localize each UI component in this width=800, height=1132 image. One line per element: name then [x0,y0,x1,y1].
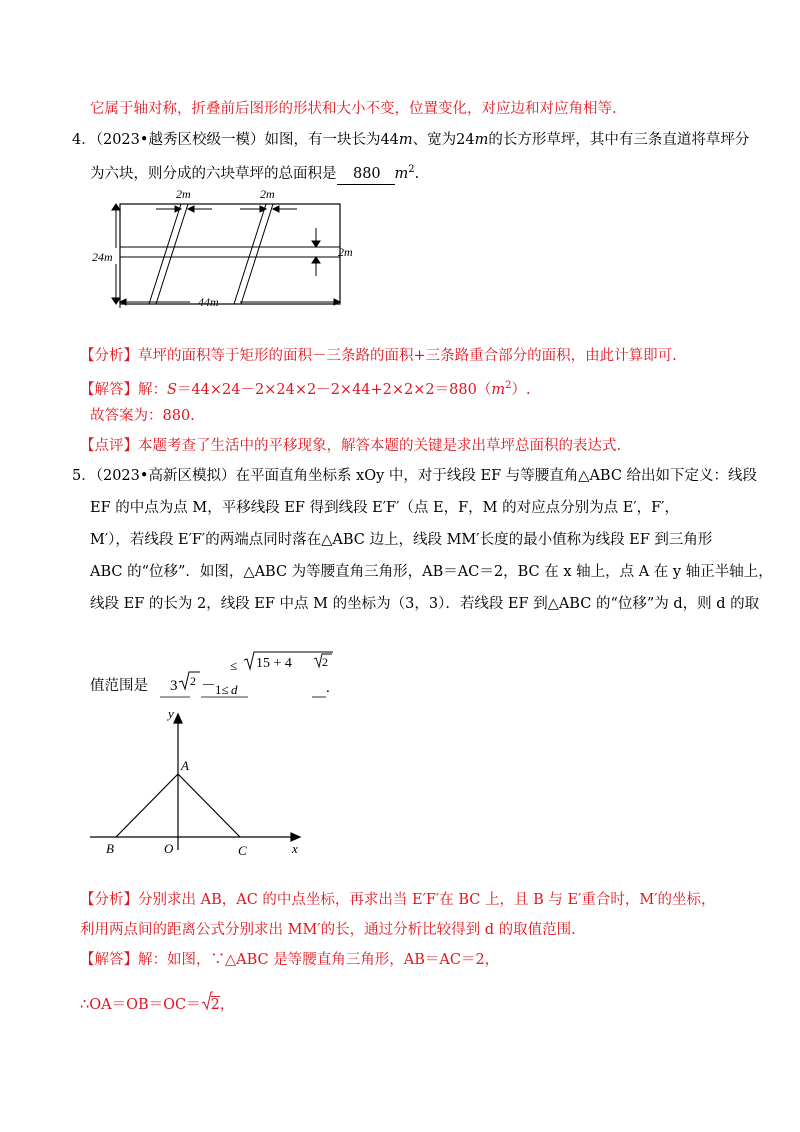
q4-number: 4． [72,132,96,148]
origin-label: O [164,841,174,856]
q5-answer-d: d [231,682,238,697]
q4-solution-text: ＝44×24－2×24×2－2×44+2×2×2＝880（ [176,382,492,398]
q4-analysis-text: 草坪的面积等于矩形的面积－三条路的面积+三条路重合部分的面积，由此计算即可. [138,348,677,364]
q5-answer-coef: 3 [170,678,178,694]
q4-final-answer: 故答案为：880. [90,408,195,424]
q4-unit: m [394,166,409,182]
q4-unit: m [398,132,413,148]
q5-solution-tag: 【解答】 [80,952,138,968]
q4-unit: m [474,132,489,148]
q4-road-label-1: 2m [176,187,191,201]
q5-number: 5． [72,468,96,484]
q4-length: 44 [380,132,399,148]
q4-stem: 、宽为 [412,132,457,148]
q5-solution-text: ∴OA＝OB＝OC＝ [80,997,201,1013]
q5-source: （2023•高新区模拟） [95,468,236,484]
q5-line-2: EF 的中点为点 M，平移线段 EF 得到线段 E′F′（点 E，F，M 的对应点分别为点 E′，F′， [90,500,679,516]
q4-line-2 [90,160,419,185]
q4-solution-var: S [167,382,177,398]
q4-answer-blank [337,164,395,185]
q4-analysis-tag: 【分析】 [80,348,138,364]
q5-analysis-tag: 【分析】 [80,892,138,908]
q5-line-1 [72,466,757,486]
q5-range-label: 值范围是 [90,678,148,694]
q4-solution-text: ）. [511,382,531,398]
q4-stem: 的长方形草坪，其中有三条直道将草坪分 [488,132,750,148]
q5-coordinate-figure [88,700,318,860]
q4-solution [80,376,531,400]
q4-height-label: 24m [92,250,113,264]
q5-sqrt-radicand: 2 [210,997,220,1013]
point-c-label: C [238,843,247,858]
q5-solution-2 [80,995,234,1015]
q4-solution-text: 解： [138,382,167,398]
q5-answer-root: 2 [190,674,196,688]
q4-comment-text: 本题考查了生活中的平移现象，解答本题的关键是求出草坪总面积的表达式. [138,438,622,454]
q5-analysis-2: 利用两点间的距离公式分别求出 MM′的长，通过分析比较得到 d 的取值范围. [80,922,576,938]
q5-analysis-1 [80,890,715,910]
q4-line-1 [72,130,749,150]
q5-line-5: 线段 EF 的长为 2，线段 EF 中点 M 的坐标为（3，3）．若线段 EF 到△ABC 的“位移”为 d，则 d 的取 [90,596,760,612]
q4-stem: 如图，有一块长为 [264,132,381,148]
q5-solution-text: 解：如图，∵△ABC 是等腰直角三角形，AB＝AC＝2， [138,952,500,968]
q4-stem: 为六块，则分成的六块草坪的总面积是 [90,166,337,182]
q4-comment [80,436,621,456]
q5-sqrt [201,995,220,1015]
x-axis-label: x [292,841,298,856]
q4-source: （2023•越秀区校级一模） [95,132,265,148]
q4-road-label-2: 2m [260,187,275,201]
q5-line-4: ABC 的“位移”．如图，△ABC 为等腰直角三角形，AB＝AC＝2，BC 在 x 轴上，点 A 在 y 轴正半轴上， [90,564,773,580]
q5-line-3: M′），若线段 E′F′的两端点同时落在△ABC 边上，线段 MM′长度的最小值称为线段 EF 到三角形 [90,532,713,548]
q4-lawn-figure [90,186,370,316]
q5-answer-radicand: 15 + 4 [256,656,292,671]
q5-solution-text: ， [219,997,235,1013]
q5-analysis-text: 分别求出 AB，AC 的中点坐标，再求出当 E′F′在 BC 上，且 B 与 E′重合时，M′的坐标， [138,892,716,908]
q4-comment-tag: 【点评】 [80,438,138,454]
q4-unit-exponent: 2 [408,164,415,175]
q5-answer-minus: － [201,678,217,694]
previous-conclusion: 它属于轴对称，折叠前后图形的形状和大小不变，位置变化，对应边和对应角相等. [90,101,617,117]
q4-stem: . [414,166,420,182]
q5-answer-root-2: 2 [322,655,328,669]
q5-solution-1 [80,950,499,970]
q4-unit: m [491,382,506,398]
q4-solution-tag: 【解答】 [80,382,138,398]
point-a-label: A [181,758,189,773]
q4-analysis [80,346,677,366]
point-b-label: B [106,841,114,856]
q4-width: 24 [456,132,475,148]
q4-road-label-3: 2m [338,245,353,259]
q5-answer-end: . [326,680,330,696]
q5-answer-le: ≤ [230,658,238,673]
q4-width-label: 44m [198,295,219,309]
q5-answer-one: 1≤ [215,682,229,697]
y-axis-label: y [168,706,174,721]
q4-solution-exponent: 2 [505,380,512,391]
q5-stem: 在平面直角坐标系 xOy 中，对于线段 EF 与等腰直角△ABC 给出如下定义：线段 [235,468,758,484]
q4-answer: 880 [352,166,381,182]
